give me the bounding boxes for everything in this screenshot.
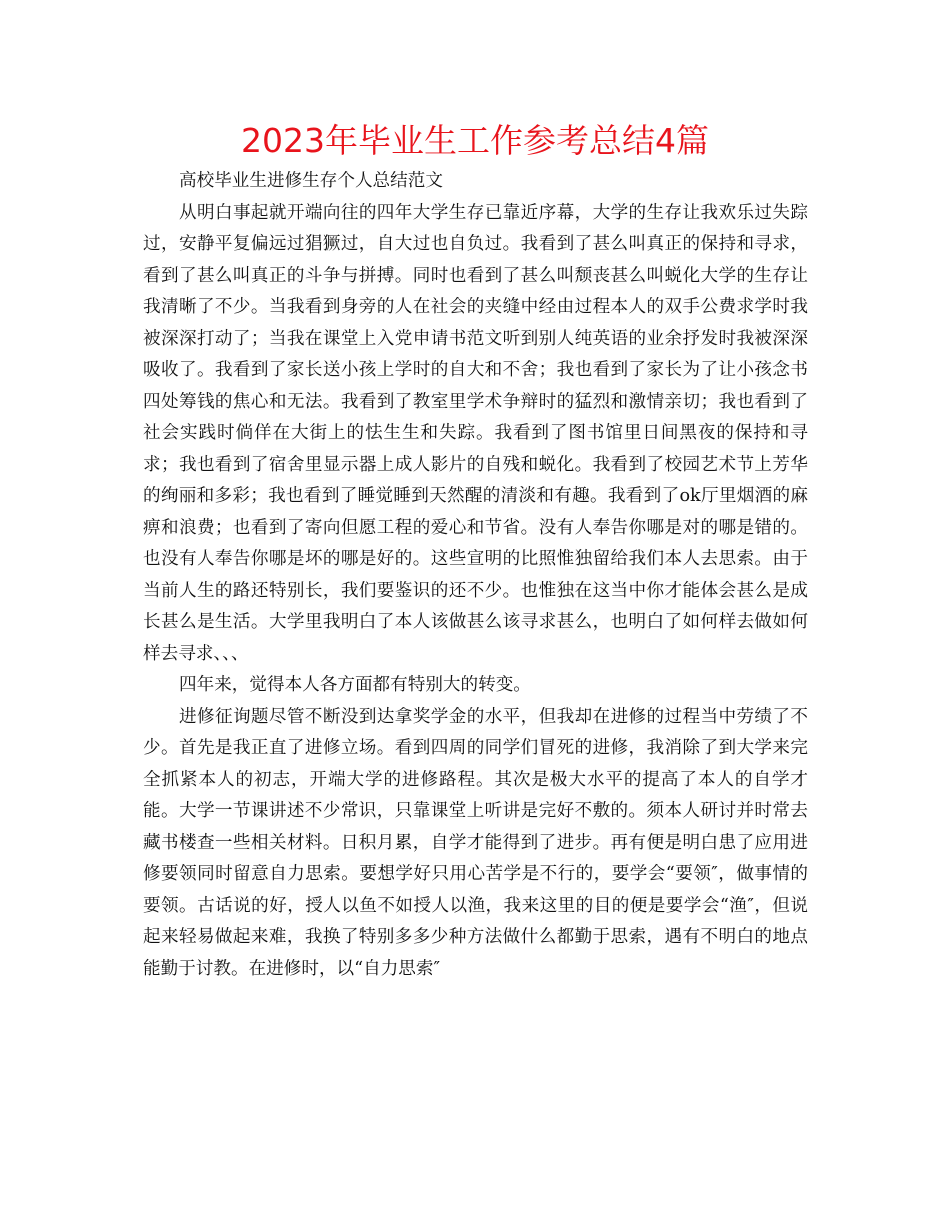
body-paragraph: 进修征询题尽管不断没到达拿奖学金的水平，但我却在进修的过程当中劳绩了不少。首先是我正直了进修立场。看到四周的同学们冒死的进修，我消除了到大学来完全抓紧本人的初志，开端大学的进修路程。其次是极大水平的提高了本人的自学才能。大学一节课讲述不少常识，只靠课堂上听讲是完好不敷的。须本人研讨并时常去藏书楼查一些相关材料。日积月累，自学才能得到了进步。再有便是明白患了应用进修要领同时留意自力思索。要想学好只用心苦学是不行的，要学会“要领″，做事情的要领。古话说的好，授人以鱼不如授人以渔，我来这里的目的便是要学会“渔″，但说起来轻易做起来难，我换了特别多多少种方法做什么都勤于思索，遇有不明白的地点能勤于讨教。在进修时，以“自力思索″ (143, 706, 808, 979)
body-paragraph: 四年来，觉得本人各方面都有特别大的转变。 (179, 675, 531, 695)
document-body (143, 166, 808, 985)
body-paragraph: 从明白事起就开端向往的四年大学生存已靠近序幕，大学的生存让我欢乐过失踪过，安静平复偏远过猖獗过，自大过也自负过。我看到了甚么叫真正的保持和寻求，看到了甚么叫真正的斗争与拼搏。同时也看到了甚么叫颓丧甚么叫蜕化大学的生存让我清晰了不少。当我看到身旁的人在社会的夹缝中经由过程本人的双手公费求学时我被深深打动了；当我在课堂上入党申请书范文听到别人纯英语的业余抒发时我被深深吸收了。我看到了家长送小孩上学时的自大和不舍；我也看到了家长为了让小孩念书四处筹钱的焦心和无法。我看到了教室里学术争辩时的猛烈和激情亲切；我也看到了社会实践时倘佯在大街上的怯生生和失踪。我看到了图书馆里日间黑夜的保持和寻求；我也看到了宿舍里显示器上成人影片的自残和蜕化。我看到了校园艺术节上芳华的绚丽和多彩；我也看到了睡觉睡到天然醒的清淡和有趣。我看到了ok厅里烟酒的麻痹和浪费；也看到了寄向但愿工程的爱心和节省。没有人奉告你哪是对的哪是错的。也没有人奉告你哪是坏的哪是好的。这些宣明的比照惟独留给我们本人去思索。由于当前人生的路还特别长，我们要鉴识的还不少。也惟独在这当中你才能体会甚么是成长甚么是生活。大学里我明白了本人该做甚么该寻求甚么，也明白了如何样去做如何样去寻求、、、 (143, 202, 808, 664)
document-title: 2023年毕业生工作参考总结4篇 (241, 121, 709, 160)
subtitle-paragraph: 高校毕业生进修生存个人总结范文 (179, 171, 443, 191)
